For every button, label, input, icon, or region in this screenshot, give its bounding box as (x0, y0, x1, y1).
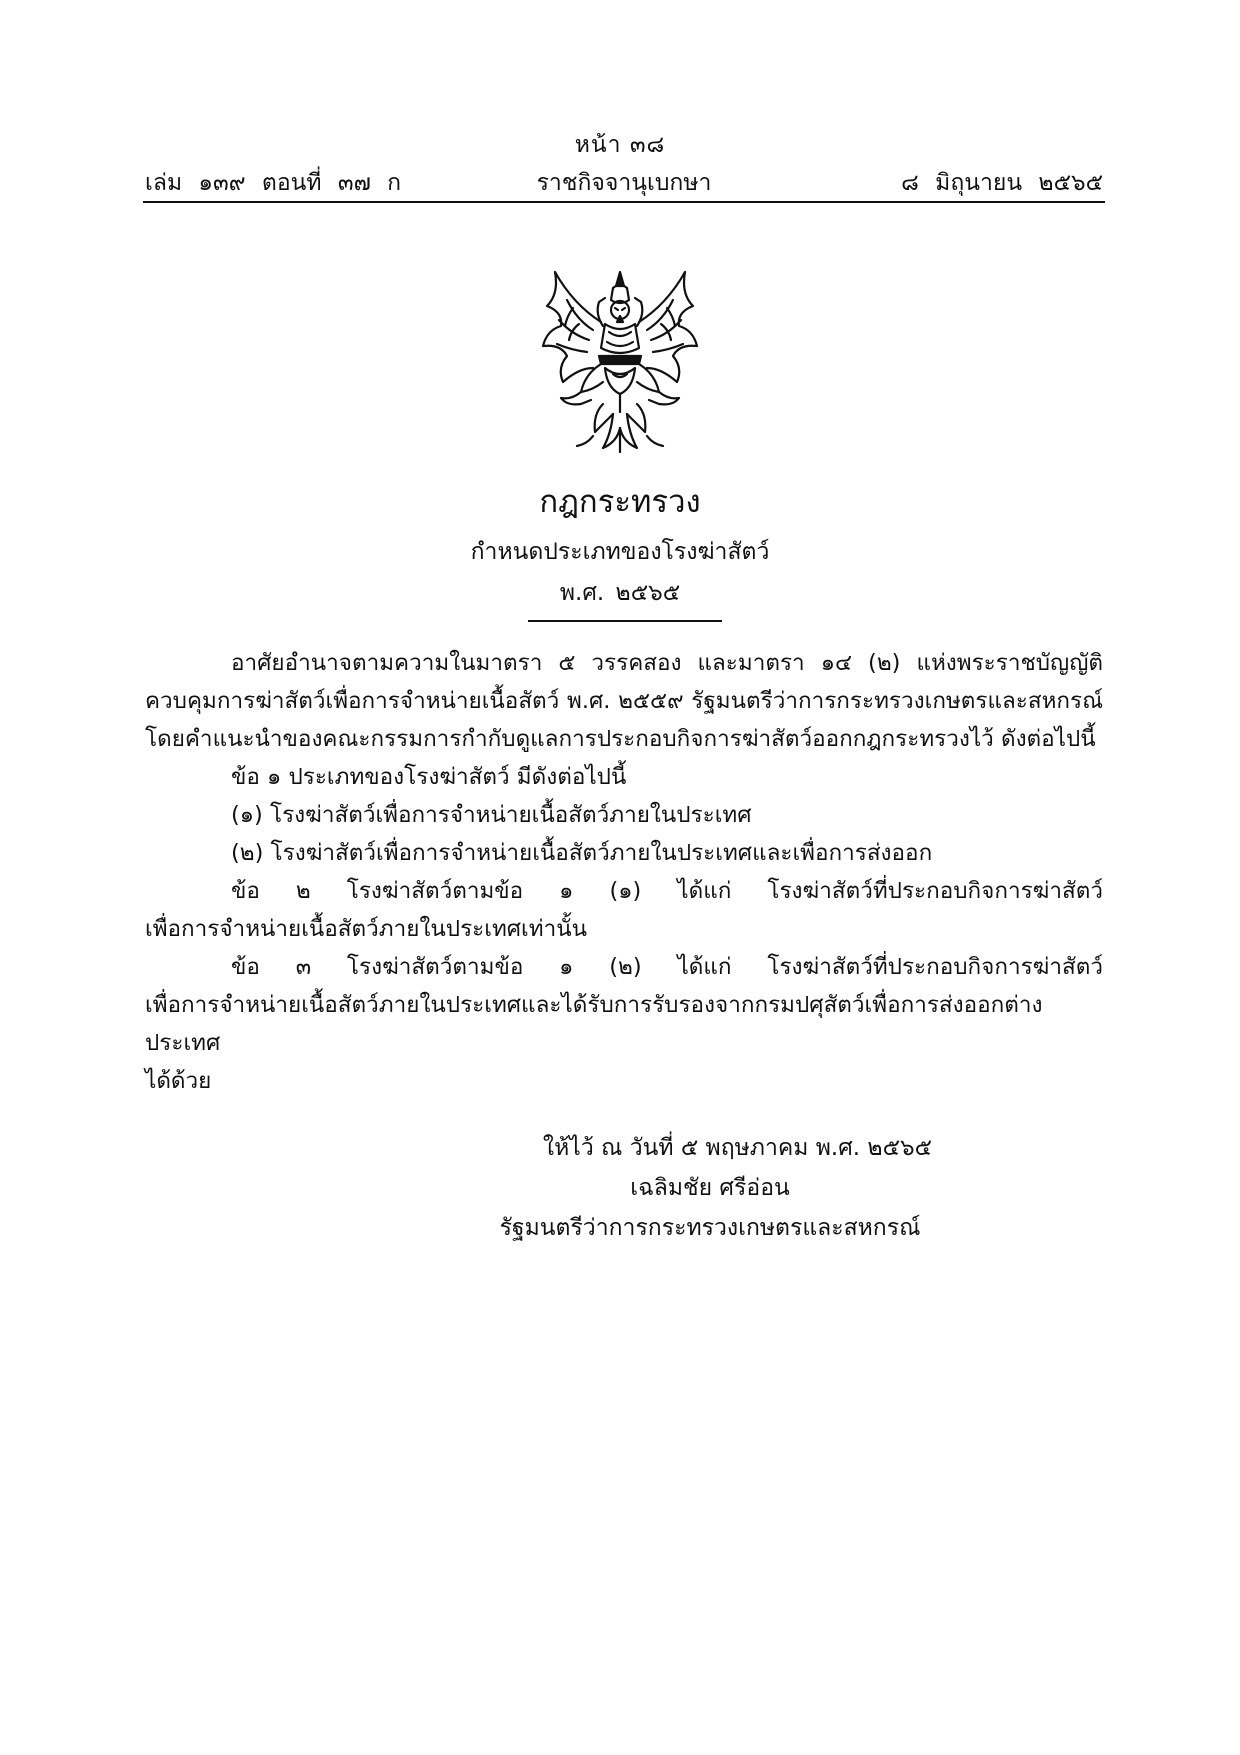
gazette-header (145, 165, 1103, 201)
clause-1: ข้อ ๑ ประเภทของโรงฆ่าสัตว์ มีดังต่อไปนี้ (231, 764, 627, 790)
clause-3-line-3: ได้ด้วย (145, 1068, 212, 1094)
signatory-position: รัฐมนตรีว่าการกระทรวงเกษตรและสหกรณ์ (499, 1215, 921, 1241)
garuda-emblem-icon (533, 264, 707, 456)
clause-3-line-2: เพื่อการจำหน่ายเนื้อสัตว์ภายในประเทศและได้รับการรับรองจากกรมปศุสัตว์เพื่อการส่งออกต่างประเทศ (145, 992, 1043, 1056)
title-divider (528, 620, 722, 622)
regulation-body (145, 644, 1103, 1100)
signature-block (440, 1128, 980, 1248)
signatory-name: เฉลิมชัย ศรีอ่อน (630, 1175, 790, 1201)
preamble-line-3: โดยคำแนะนำของคณะกรรมการกำกับดูแลการประกอบกิจการฆ่าสัตว์ออกกฎกระทรวงไว้ ดังต่อไปนี้ (145, 726, 1096, 752)
volume-issue: เล่ม ๑๓๙ ตอนที่ ๓๗ ก (145, 170, 402, 196)
publication-date: ๘ มิถุนายน ๒๕๖๕ (901, 170, 1103, 196)
preamble-line-2: ควบคุมการฆ่าสัตว์เพื่อการจำหน่ายเนื้อสัตว์ พ.ศ. ๒๕๕๙ รัฐมนตรีว่าการกระทรวงเกษตรและสหกรณ์ (145, 688, 1103, 714)
clause-2-line-1: ข้อ ๒ โรงฆ่าสัตว์ตามข้อ ๑ (๑) ได้แก่ โรงฆ่าสัตว์ที่ประกอบกิจการฆ่าสัตว์ (231, 878, 1103, 904)
preamble-line-1: อาศัยอำนาจตามความในมาตรา ๕ วรรคสอง และมาตรา ๑๔ (๒) แห่งพระราชบัญญัติ (231, 650, 1103, 676)
page-number: หน้า ๓๘ (574, 132, 666, 158)
document-year: พ.ศ. ๒๕๖๕ (559, 580, 681, 606)
document-title: กฎกระทรวง (539, 484, 701, 520)
clause-2-line-2: เพื่อการจำหน่ายเนื้อสัตว์ภายในประเทศเท่านั้น (145, 916, 587, 942)
given-date: ให้ไว้ ณ วันที่ ๕ พฤษภาคม พ.ศ. ๒๕๖๕ (542, 1135, 932, 1161)
clause-3-line-1: ข้อ ๓ โรงฆ่าสัตว์ตามข้อ ๑ (๒) ได้แก่ โรงฆ่าสัตว์ที่ประกอบกิจการฆ่าสัตว์ (231, 954, 1103, 980)
clause-1-item-2: (๒) โรงฆ่าสัตว์เพื่อการจำหน่ายเนื้อสัตว์ภายในประเทศและเพื่อการส่งออก (231, 840, 933, 866)
document-subtitle: กำหนดประเภทของโรงฆ่าสัตว์ (470, 539, 770, 565)
gazette-name: ราชกิจจานุเบกษา (536, 170, 712, 196)
clause-1-item-1: (๑) โรงฆ่าสัตว์เพื่อการจำหน่ายเนื้อสัตว์ภายในประเทศ (231, 802, 752, 828)
header-divider (143, 201, 1105, 203)
